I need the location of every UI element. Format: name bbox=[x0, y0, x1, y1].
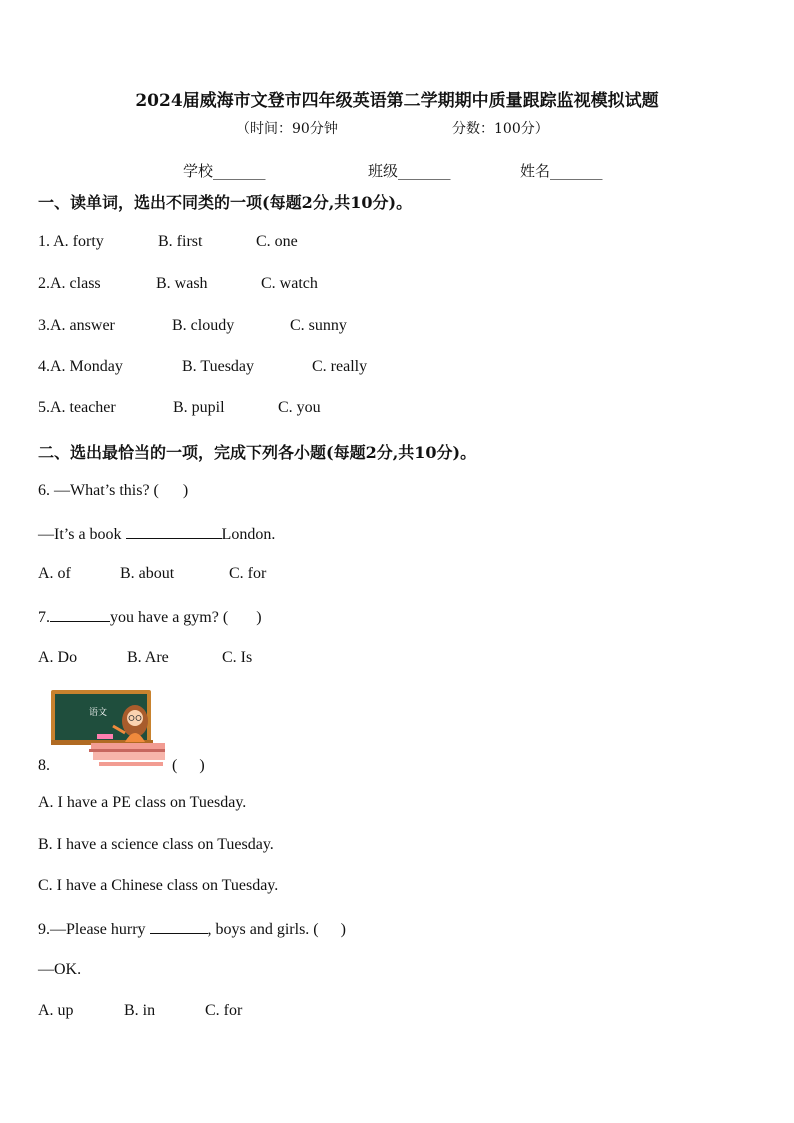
q6-prompt bbox=[38, 482, 188, 500]
teacher-illustration-icon bbox=[51, 690, 165, 766]
q3-option-a: 3.A. answer bbox=[38, 317, 115, 334]
q2-option-b: B. wash bbox=[156, 275, 208, 292]
q8-paren-close: ) bbox=[199, 757, 205, 774]
q9-blank bbox=[150, 919, 208, 934]
q9-text-start: 9.—Please hurry bbox=[38, 921, 146, 938]
q9-paren-close: ) bbox=[340, 921, 346, 938]
q8-number: 8. bbox=[38, 757, 50, 774]
class-field: 班级_______ bbox=[368, 162, 451, 180]
q9-options bbox=[38, 1002, 242, 1020]
q7-option-c: C. Is bbox=[222, 649, 253, 666]
q8-paren-open: ( bbox=[172, 757, 178, 774]
q6-options bbox=[38, 565, 266, 583]
q6-text: 6. —What’s this? ( bbox=[38, 482, 159, 499]
q3-option-b: B. cloudy bbox=[172, 317, 235, 334]
time-label: （时间：90分钟 bbox=[236, 121, 338, 137]
q9-text-end: , boys and girls. ( bbox=[207, 921, 319, 938]
chalkboard-text: 语文 bbox=[89, 708, 108, 718]
q7-option-a: A. Do bbox=[38, 649, 78, 666]
q8-option-b: B. I have a science class on Tuesday. bbox=[38, 836, 274, 853]
q4-option-a: 4.A. Monday bbox=[38, 358, 123, 375]
score-label: 分数：100分） bbox=[452, 121, 549, 137]
q9-option-b: B. in bbox=[124, 1002, 156, 1019]
q3-option-c: C. sunny bbox=[290, 317, 347, 334]
question-4 bbox=[38, 358, 367, 376]
q8-option-a: A. I have a PE class on Tuesday. bbox=[38, 794, 247, 811]
name-field: 姓名_______ bbox=[520, 162, 603, 180]
q9-response: —OK. bbox=[38, 961, 82, 978]
q5-option-b: B. pupil bbox=[173, 399, 225, 416]
q2-option-c: C. watch bbox=[261, 275, 318, 292]
q1-option-a: 1. A. forty bbox=[38, 233, 104, 250]
q6-option-a: A. of bbox=[38, 565, 71, 582]
question-1 bbox=[38, 233, 298, 251]
q6-option-c: C. for bbox=[229, 565, 267, 582]
section1-heading: 一、读单词，选出不同类的一项(每题2分,共10分)。 bbox=[38, 193, 413, 212]
q2-option-a: 2.A. class bbox=[38, 275, 101, 292]
question-2 bbox=[38, 275, 318, 293]
q5-option-a: 5.A. teacher bbox=[38, 399, 116, 416]
q1-option-c: C. one bbox=[256, 233, 298, 250]
q5-option-c: C. you bbox=[278, 399, 321, 416]
q6-blank bbox=[126, 524, 222, 539]
question-3 bbox=[38, 317, 347, 335]
q8-illustration bbox=[51, 690, 165, 766]
q4-option-c: C. really bbox=[312, 358, 368, 375]
q9-option-c: C. for bbox=[205, 1002, 243, 1019]
q7-prompt bbox=[38, 607, 262, 627]
school-field: 学校_______ bbox=[183, 162, 266, 180]
q9-option-a: A. up bbox=[38, 1002, 74, 1019]
q6-response-start: —It’s a book bbox=[38, 526, 122, 543]
q6-paren-close: ) bbox=[182, 482, 189, 499]
exam-title: 2024届威海市文登市四年级英语第二学期期中质量跟踪监视模拟试题 bbox=[135, 91, 659, 111]
q7-options bbox=[38, 649, 252, 667]
q6-response bbox=[38, 524, 275, 544]
q7-text: you have a gym? ( bbox=[110, 609, 229, 626]
q8-answer-paren bbox=[172, 757, 205, 775]
q9-prompt bbox=[38, 919, 346, 939]
q6-response-end: London. bbox=[221, 526, 276, 543]
section2-heading: 二、选出最恰当的一项，完成下列各小题(每题2分,共10分)。 bbox=[38, 443, 477, 462]
q7-paren-close: ) bbox=[256, 609, 262, 626]
q8-option-c: C. I have a Chinese class on Tuesday. bbox=[38, 877, 279, 894]
q6-option-b: B. about bbox=[120, 565, 175, 582]
q1-option-b: B. first bbox=[158, 233, 203, 250]
q7-blank bbox=[50, 607, 110, 622]
q7-number: 7. bbox=[38, 609, 50, 626]
question-5 bbox=[38, 399, 321, 417]
q4-option-b: B. Tuesday bbox=[182, 358, 255, 375]
q7-option-b: B. Are bbox=[127, 649, 169, 666]
